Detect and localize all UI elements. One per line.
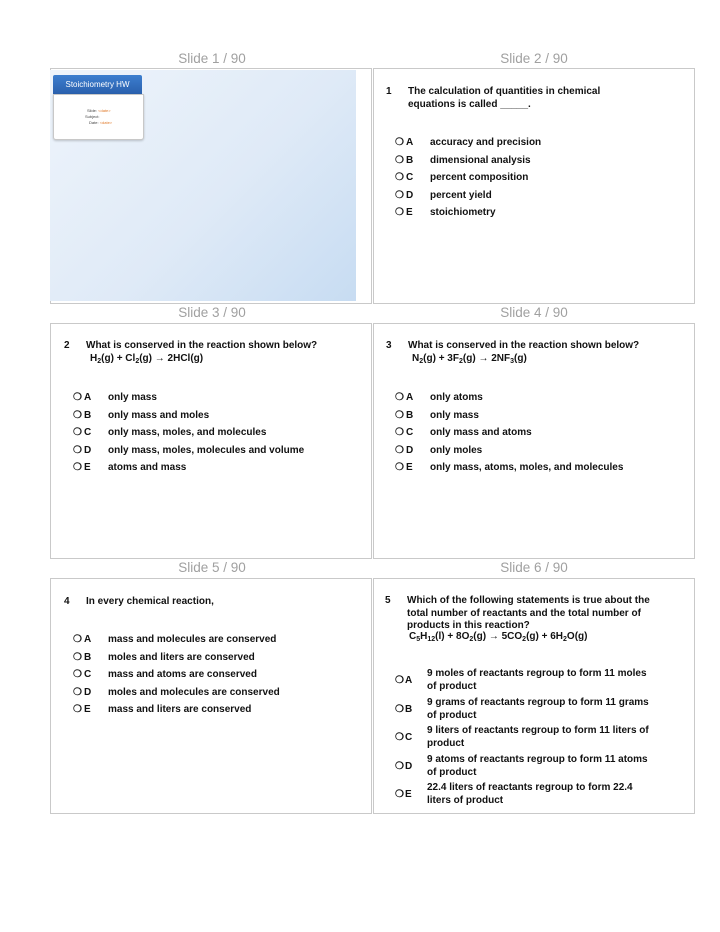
radio-icon[interactable]: ❍ [395, 207, 404, 218]
option-letter: A [405, 675, 413, 686]
option-text: 9 moles of reactants regroup to form 11 moles of product [427, 668, 647, 692]
option-text: dimensional analysis [430, 154, 531, 166]
date-field-label: Date: [89, 120, 99, 125]
question-text-line-1: What is conserved in the reaction shown below? [86, 340, 318, 351]
radio-icon[interactable]: ❍ [73, 462, 82, 473]
radio-icon[interactable]: ❍ [395, 789, 404, 800]
option-letter: B [405, 703, 413, 715]
radio-icon[interactable]: ❍ [395, 172, 404, 183]
option-letter: E [84, 704, 91, 715]
question-text-line-1: Which of the following statements is true about the [407, 595, 650, 606]
option-letter: A [406, 137, 414, 148]
radio-icon[interactable]: ❍ [395, 732, 404, 743]
slide-6-label: Slide 6 / 90 [500, 560, 568, 575]
radio-icon[interactable]: ❍ [73, 427, 82, 438]
option-letter: B [84, 409, 92, 421]
question-number: 4 [64, 596, 70, 607]
option-letter: E [405, 789, 412, 800]
option-text: atoms and mass [108, 462, 187, 473]
question-text-line-1: What is conserved in the reaction shown below? [408, 340, 640, 351]
option-letter: C [84, 669, 92, 680]
option-text: percent yield [430, 189, 492, 201]
option-letter: E [84, 462, 91, 473]
option-text: only mass and atoms [430, 427, 532, 438]
option-letter: D [406, 444, 414, 456]
reaction-equation: $H_2(g) + Cl_2(g) \to 2HCl(g)$ [90, 353, 204, 365]
slide-4-label: Slide 4 / 90 [500, 305, 568, 320]
radio-icon[interactable]: ❍ [73, 651, 82, 663]
question-number: 1 [386, 86, 392, 97]
radio-icon[interactable]: ❍ [395, 427, 404, 438]
question-text-line-3: products in this reaction? [407, 620, 530, 631]
option-letter: C [405, 732, 413, 743]
option-letter: A [84, 634, 92, 645]
radio-icon[interactable]: ❍ [73, 634, 82, 645]
radio-icon[interactable]: ❍ [395, 462, 404, 473]
slide-3-label: Slide 3 / 90 [178, 305, 246, 320]
subject-field-label: Subject: [85, 114, 100, 119]
question-text-line-1: In every chemical reaction, [86, 596, 214, 607]
option-letter: A [84, 392, 92, 403]
radio-icon[interactable]: ❍ [395, 444, 404, 456]
option-text: moles and liters are conserved [108, 651, 255, 663]
slide-field-value: <date> [98, 108, 111, 113]
option-text: only atoms [430, 392, 483, 403]
question-text-line-2: total number of reactants and the total number of [407, 607, 641, 619]
radio-icon[interactable]: ❍ [73, 669, 82, 680]
option-letter: E [406, 207, 413, 218]
reaction-equation: $N_2(g) + 3F_2(g) \to 2NF_3(g)$ [412, 353, 527, 365]
option-letter: A [406, 392, 414, 403]
option-text: only mass [108, 392, 157, 403]
radio-icon[interactable]: ❍ [395, 189, 404, 201]
option-letter: D [405, 760, 413, 772]
date-field-value: <date> [99, 120, 113, 125]
radio-icon[interactable]: ❍ [395, 675, 404, 686]
option-text: only mass, atoms, moles, and molecules [430, 462, 624, 473]
option-text: only moles [430, 444, 483, 456]
option-text: only mass, moles, and molecules [108, 427, 267, 438]
option-letter: C [406, 172, 414, 183]
option-text: mass and liters are conserved [108, 704, 252, 715]
radio-icon[interactable]: ❍ [73, 409, 82, 421]
radio-icon[interactable]: ❍ [395, 409, 404, 421]
question-number: 3 [386, 340, 392, 351]
radio-icon[interactable]: ❍ [395, 392, 404, 403]
option-letter: D [84, 444, 92, 456]
option-letter: B [84, 651, 92, 663]
option-text: only mass [430, 409, 479, 421]
slide-5-label: Slide 5 / 90 [178, 560, 246, 575]
option-letter: B [406, 409, 414, 421]
title-slide-info-box [53, 94, 144, 140]
question-number: 2 [64, 340, 70, 351]
option-text: mass and atoms are conserved [108, 669, 257, 680]
radio-icon[interactable]: ❍ [73, 686, 82, 698]
option-text: only mass, moles, molecules and volume [108, 444, 305, 456]
option-text: only mass and moles [108, 409, 210, 421]
option-text: 9 grams of reactants regroup to form 11 grams of product [427, 696, 649, 721]
question-number: 5 [385, 595, 391, 606]
option-letter: D [84, 686, 92, 698]
option-text: percent composition [430, 172, 529, 183]
option-text: 9 atoms of reactants regroup to form 11 atoms of product [427, 753, 648, 778]
radio-icon[interactable]: ❍ [395, 137, 404, 148]
radio-icon[interactable]: ❍ [395, 154, 404, 166]
radio-icon[interactable]: ❍ [73, 444, 82, 456]
radio-icon[interactable]: ❍ [73, 392, 82, 403]
option-letter: E [406, 462, 413, 473]
option-text: accuracy and precision [430, 137, 542, 148]
radio-icon[interactable]: ❍ [73, 704, 82, 715]
question-text-line-2: equations is called _____. [408, 99, 531, 110]
slide-2-label: Slide 2 / 90 [500, 51, 568, 66]
option-text: moles and molecules are conserved [108, 686, 280, 698]
slide-1-label: Slide 1 / 90 [178, 51, 246, 66]
option-text: 9 liters of reactants regroup to form 11 liters of product [427, 725, 649, 749]
radio-icon[interactable]: ❍ [395, 703, 404, 715]
option-text: 22.4 liters of reactants regroup to form 22.4 liters of product [427, 782, 633, 806]
option-letter: C [84, 427, 92, 438]
option-letter: B [406, 154, 414, 166]
reaction-equation: $C_5H_{12}(l) + 8O_2(g) \to 5CO_2(g) + 6H_2O(g)$ [409, 631, 588, 643]
option-letter: D [406, 189, 414, 201]
question-text-line-1: The calculation of quantities in chemical [408, 86, 601, 97]
option-text: mass and molecules are conserved [108, 634, 277, 645]
radio-icon[interactable]: ❍ [395, 760, 404, 772]
option-letter: C [406, 427, 414, 438]
slide-field-label: Slide: [87, 108, 98, 113]
option-text: stoichiometry [430, 207, 496, 218]
title-slide-tab: Stoichiometry HW [53, 75, 142, 94]
